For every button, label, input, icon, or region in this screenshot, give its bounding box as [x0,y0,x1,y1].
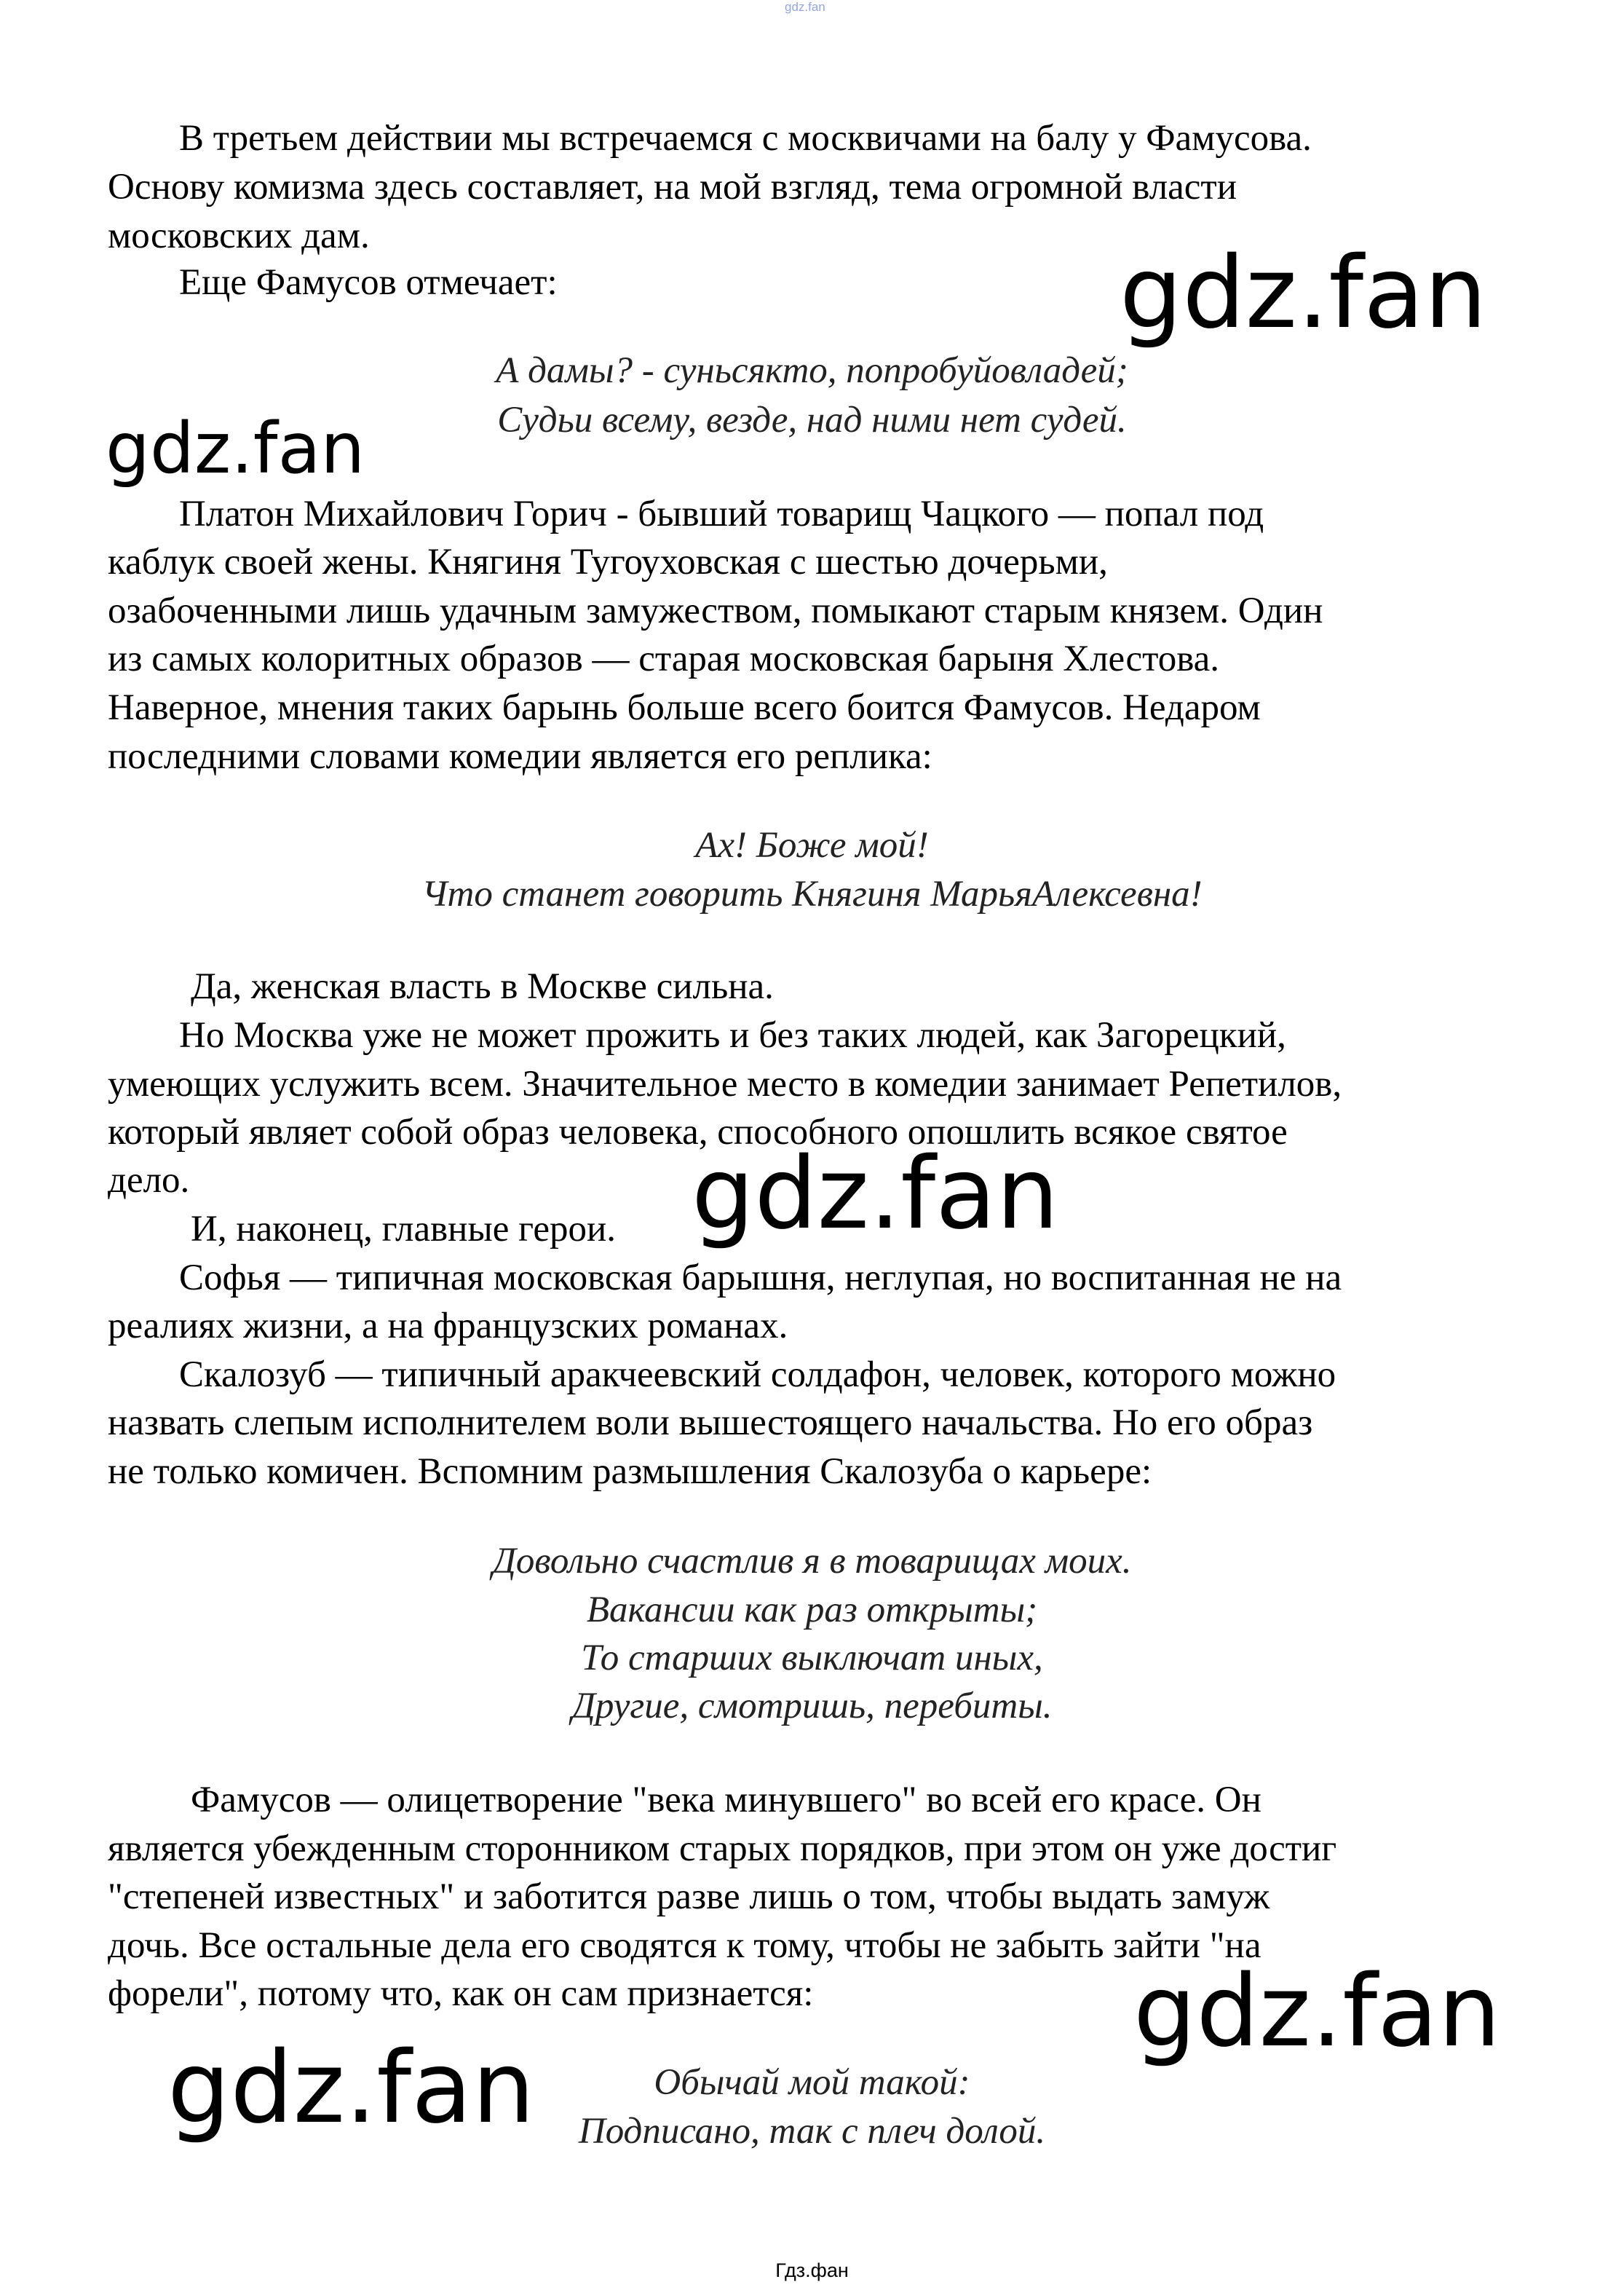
verse-line: То старших выключат иных, [581,1638,1043,1678]
text-line: дело. [108,1160,190,1201]
verse-line: А дамы? - суньсякто, попробуйовладей; [496,350,1128,391]
text-line: дочь. Все остальные дела его сводятся к тому, чтобы не забыть зайти "на [108,1925,1261,1966]
verse-line: Другие, смотришь, перебиты. [571,1686,1053,1726]
text-line: озабоченными лишь удачным замужеством, помыкают старым князем. Один [108,591,1323,631]
text-line: последними словами комедии является его реплика: [108,736,932,777]
text-line: является убежденным сторонником старых порядков, при этом он уже достиг [108,1828,1337,1869]
text-line: который являет собой образ человека, способного опошлить всякое святое [108,1112,1288,1153]
text-line: Еще Фамусов отмечает: [179,262,558,303]
page-footer: Гдз.фан [775,2259,849,2281]
verse-line: Подписано, так с плеч долой. [578,2111,1046,2152]
text-line: московских дам. [108,216,370,256]
text-line: не только комичен. Вспомним размышления Скалозуба о карьере: [108,1451,1152,1492]
text-line: "степеней известных" и заботится разве лишь о том, чтобы выдать замуж [108,1876,1270,1917]
text-line: Фамусов — олицетворение "века минувшего" во всей его красе. Он [191,1780,1261,1820]
watermark: gdz.fan [1120,236,1487,351]
text-line: реалиях жизни, а на французских романах. [108,1306,788,1346]
watermark: gdz.fan [1133,1954,1501,2069]
text-line: Платон Михайлович Горич - бывший товарищ Чацкого — попал под [179,494,1264,534]
text-line: умеющих услужить всем. Значительное место в комедии занимает Репетилов, [108,1064,1342,1105]
text-line: каблук своей жены. Княгиня Тугоуховская с шестью дочерьми, [108,542,1108,583]
text-line: назвать слепым исполнителем воли вышестоящего начальства. Но его образ [108,1402,1313,1443]
text-line: Скалозуб — типичный аракчеевский солдафон, человек, которого можно [179,1354,1336,1395]
verse-line: Обычай мой такой: [654,2062,970,2103]
text-line: форели", потому что, как он сам признается: [108,1973,814,2014]
text-line: В третьем действии мы встречаемся с москвичами на балу у Фамусова. [179,118,1312,159]
text-line: Софья — типичная московская барышня, неглупая, но воспитанная не на [179,1257,1342,1298]
text-line: из самых колоритных образов — старая московская барыня Хлестова. [108,639,1219,679]
watermark: gdz.fan [106,408,365,489]
verse-line: Ах! Боже мой! [695,825,929,866]
text-line: Но Москва уже не может прожить и без таких людей, как Загорецкий, [179,1015,1286,1056]
text-line: И, наконец, главные герои. [191,1209,617,1249]
watermark: gdz.fan [167,2031,535,2146]
header-mark: gdz.fan [785,0,825,14]
text-line: Основу комизма здесь составляет, на мой взгляд, тема огромной власти [108,167,1237,208]
text-line: Наверное, мнения таких барынь больше всего боится Фамусов. Недаром [108,687,1261,728]
watermark: gdz.fan [692,1137,1059,1252]
verse-line: Довольно счастлив я в товарищах моих. [492,1541,1132,1582]
verse-line: Судьи всему, везде, над ними нет судей. [497,400,1127,441]
verse-line: Что станет говорить Княгиня МарьяАлексевна! [421,874,1203,915]
verse-line: Вакансии как раз открыты; [586,1590,1038,1630]
text-line: Да, женская власть в Москве сильна. [191,966,774,1007]
